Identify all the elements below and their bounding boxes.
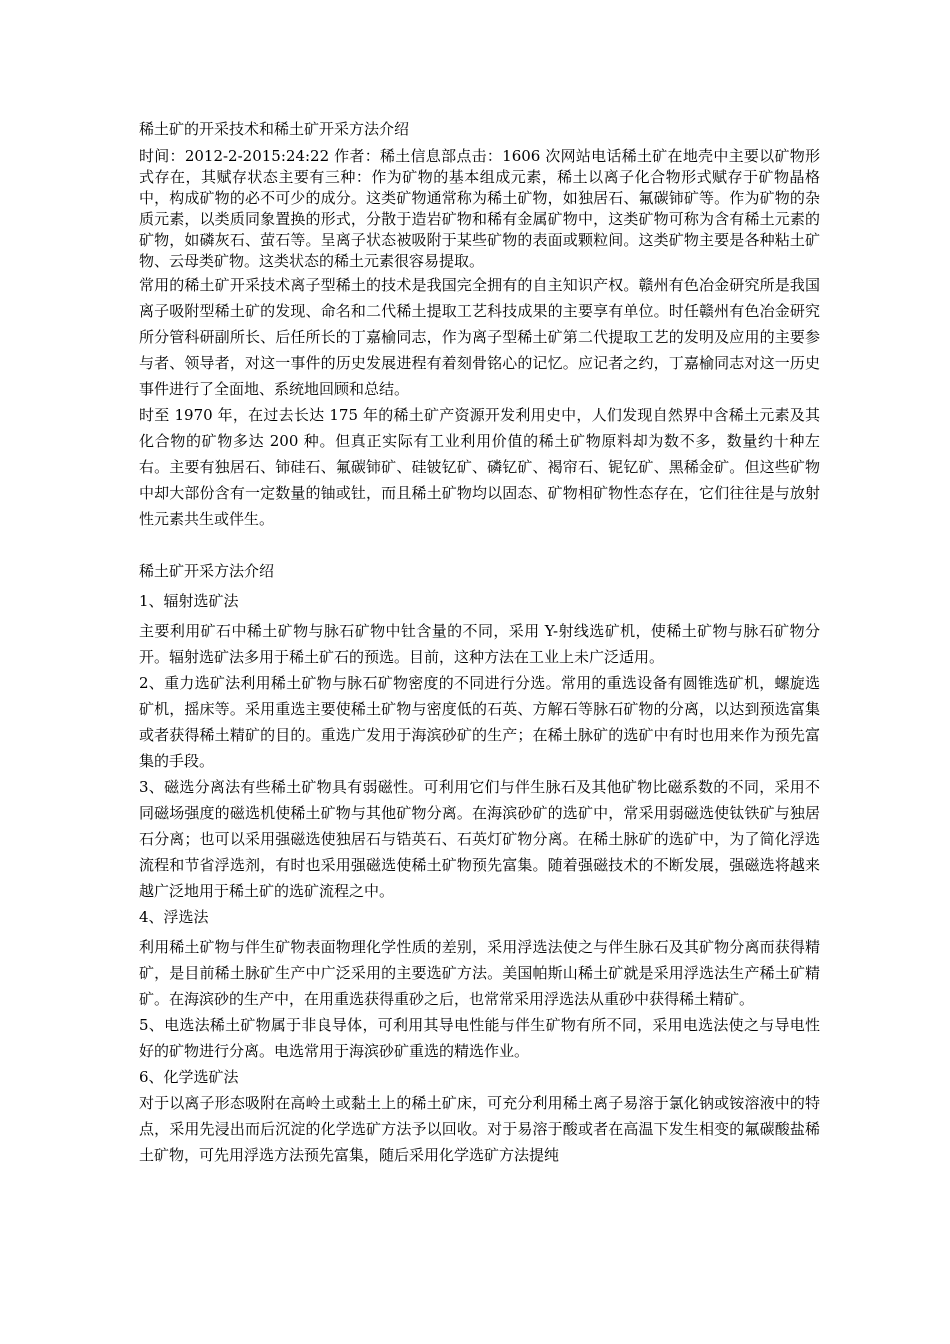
method-4-body: 利用稀土矿物与伴生矿物表面物理化学性质的差别，采用浮选法使之与伴生脉石及其矿物分离而获得精矿，是目前稀土脉矿生产中广泛采用的主要选矿方法。美国帕斯山稀土矿就是采用浮选法生产稀土矿精矿。在海滨砂的生产中，在用重选获得重砂之后，也常常采用浮选法从重砂中获得稀土精矿。 (139, 938, 820, 1008)
method-5-paragraph: 5、电选法稀土矿物属于非良导体，可利用其导电性能与伴生矿物有所不同，采用电选法使之与导电性好的矿物进行分离。电选常用于海滨砂矿重选的精选作业。 (139, 1016, 820, 1060)
method-6-heading: 6、化学选矿法 (139, 1068, 239, 1086)
method-1-heading: 1、辐射选矿法 (139, 592, 239, 610)
method-4-heading: 4、浮选法 (139, 908, 209, 926)
paragraph-history: 时至 1970 年，在过去长达 175 年的稀土矿产资源开发利用史中，人们发现自然界中含稀土元素及其化合物的矿物多达 200 种。但真正实际有工业利用价值的稀土矿物原料却为数不多，数量约十种左右。主要有独居石、铈硅石、氟碳铈矿、硅铍钇矿、磷钇矿、褐帘石、铌钇矿、黑稀金矿。但这些矿物中却大部份含有一定数量的铀或钍，而且稀土矿物均以固态、矿物相矿物性态存在，它们往往是与放射性元素共生或伴生。 (139, 406, 820, 528)
blank-line (139, 532, 820, 558)
method-3-paragraph: 3、磁选分离法有些稀土矿物具有弱磁性。可利用它们与伴生脉石及其他矿物比磁系数的不同，采用不同磁场强度的磁选机使稀土矿物与其他矿物分离。在海滨砂矿的选矿中，常采用弱磁选使钛铁矿与独居石分离；也可以采用强磁选使独居石与锆英石、石英灯矿物分离。在稀土脉矿的选矿中，为了简化浮选流程和节省浮选剂，有时也采用强磁选使稀土矿物预先富集。随着强磁技术的不断发展，强磁选将越来越广泛地用于稀土矿的选矿流程之中。 (139, 778, 820, 900)
intro-paragraph: 时间：2012-2-2015:24:22 作者：稀土信息部点击：1606 次网站电话稀土矿在地壳中主要以矿物形式存在，其赋存状态主要有三种：作为矿物的基本组成元素，稀土以离子化合物形式赋存于矿物晶格中，构成矿物的必不可少的成分。这类矿物通常称为稀土矿物，如独居石、氟碳铈矿等。作为矿物的杂质元素，以类质同象置换的形式，分散于造岩矿物和稀有金属矿物中，这类矿物可称为含有稀土元素的矿物，如磷灰石、萤石等。呈离子状态被吸附于某些矿物的表面或颗粒间。这类矿物主要是各种粘土矿物、云母类矿物。这类状态的稀土元素很容易提取。 (139, 147, 820, 270)
paragraph-technology: 常用的稀土矿开采技术离子型稀土的技术是我国完全拥有的自主知识产权。赣州有色冶金研究所是我国离子吸附型稀土矿的发现、命名和二代稀土提取工艺科技成果的主要享有单位。时任赣州有色冶金研究所分管科研副所长、后任所长的丁嘉榆同志，作为离子型稀土矿第二代提取工艺的发明及应用的主要参与者、领导者，对这一事件的历史发展进程有着刻骨铭心的记忆。应记者之约，丁嘉榆同志对这一历史事件进行了全面地、系统地回顾和总结。 (139, 276, 820, 398)
method-6-body: 对于以离子形态吸附在高岭土或黏土上的稀土矿床，可充分利用稀土离子易溶于氯化钠或铵溶液中的特点，采用先浸出而后沉淀的化学选矿方法予以回收。对于易溶于酸或者在高温下发生相变的氟碳酸盐稀土矿物，可先用浮选方法预先富集，随后采用化学选矿方法提纯 (139, 1094, 820, 1164)
section-title: 稀土矿开采方法介绍 (139, 562, 275, 580)
method-2-paragraph: 2、重力选矿法利用稀土矿物与脉石矿物密度的不同进行分选。常用的重选设备有圆锥选矿机，螺旋选矿机，摇床等。采用重选主要使稀土矿物与密度低的石英、方解石等脉石矿物的分离，以达到预选富集或者获得稀土精矿的目的。重选广发用于海滨砂矿的生产；在稀土脉矿的选矿中有时也用来作为预先富集的手段。 (139, 674, 820, 770)
document-title: 稀土矿的开采技术和稀土矿开采方法介绍 (139, 120, 410, 138)
method-1-body: 主要利用矿石中稀土矿物与脉石矿物中钍含量的不同，采用 Y-射线选矿机，使稀土矿物与脉石矿物分开。辐射选矿法多用于稀土矿石的预选。目前，这种方法在工业上未广泛适用。 (139, 622, 820, 666)
